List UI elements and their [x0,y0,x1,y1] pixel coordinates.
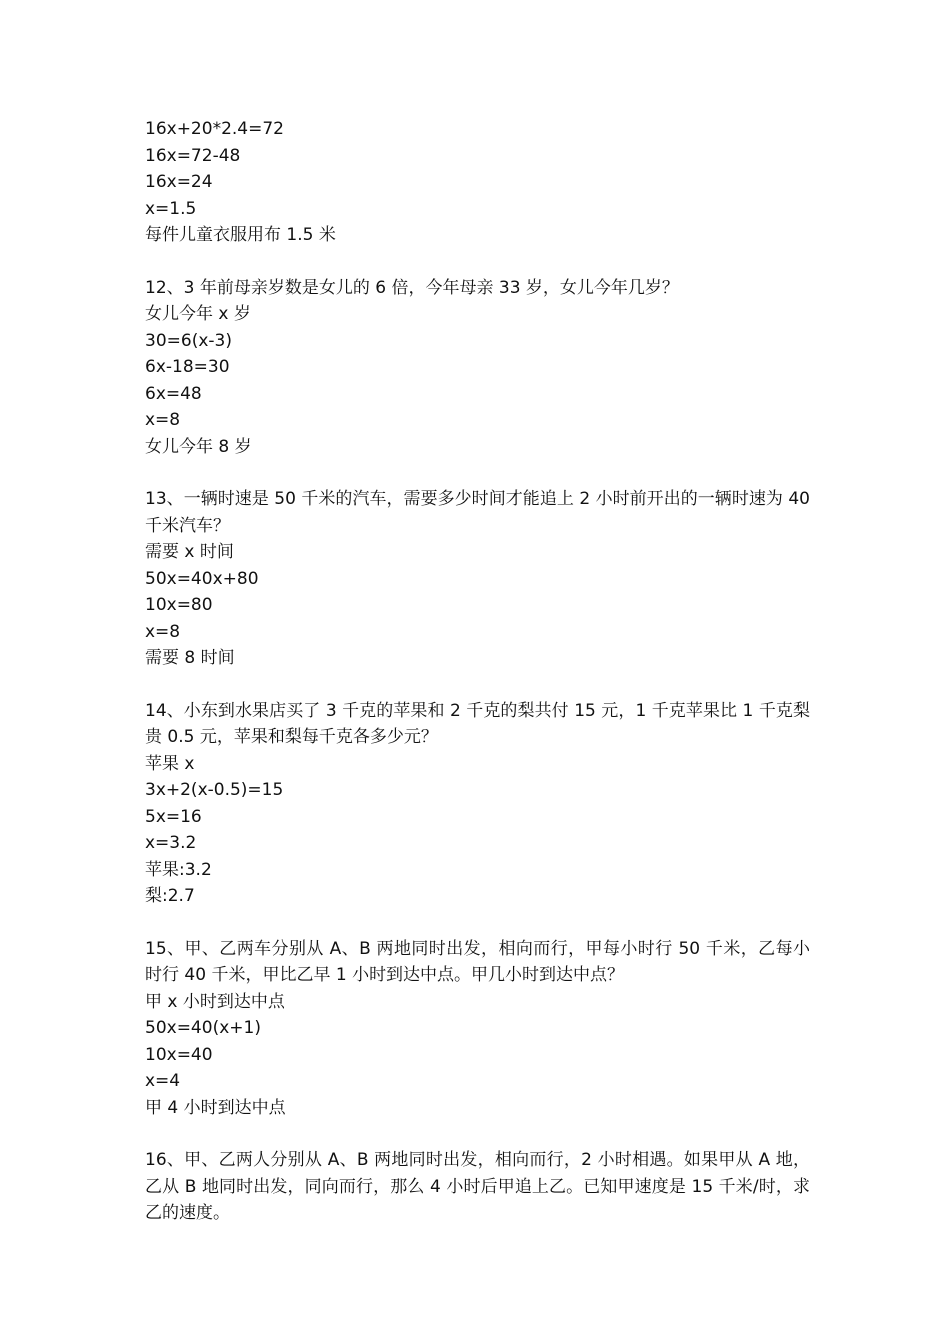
solution-line: x=8 [145,621,181,642]
solution-answer: 每件儿童衣服用布 1.5 米 [145,225,336,245]
solution-line: x=3.2 [145,833,197,853]
solution-line: x=8 [145,410,181,430]
solution-line: 30=6(x-3) [145,330,232,351]
solution-line: 50x=40(x+1) [145,1018,261,1038]
problem-block-12 [145,275,810,461]
solution-block-11 [145,116,810,249]
document-content [145,116,810,1253]
problem-block-13 [145,486,810,672]
problem-question: 13、一辆时速是 50 千米的汽车，需要多少时间才能追上 2 小时前开出的一辆时速为 40 千米汽车？ [145,489,810,536]
solution-line: 16x=72-48 [145,145,241,166]
solution-line: 女儿今年 x 岁 [145,304,251,324]
solution-line: 5x=16 [145,806,202,827]
problem-question: 15、甲、乙两车分别从 A、B 两地同时出发，相向而行，甲每小时行 50 千米，乙每小时行 40 千米，甲比乙早 1 小时到达中点。甲几小时到达中点？ [145,938,810,985]
solution-line: 6x-18=30 [145,357,230,377]
problem-block-16 [145,1147,810,1227]
problem-question: 12、3 年前母亲岁数是女儿的 6 倍，今年母亲 33 岁，女儿今年几岁？ [145,277,679,298]
solution-answer: 苹果:3.2 [145,859,212,880]
problem-block-14 [145,698,810,910]
solution-line: 3x+2(x-0.5)=15 [145,780,284,800]
solution-line: 50x=40x+80 [145,568,259,589]
solution-line: 需要 x 时间 [145,542,234,562]
solution-line: 苹果 x [145,753,195,774]
solution-line: x=1.5 [145,198,197,219]
solution-answer: 需要 8 时间 [145,648,235,668]
solution-line: 10x=40 [145,1044,213,1065]
problem-block-15 [145,936,810,1122]
solution-line: 6x=48 [145,383,202,404]
solution-line: 甲 x 小时到达中点 [145,991,285,1012]
solution-answer: 甲 4 小时到达中点 [145,1097,286,1118]
solution-line: 10x=80 [145,595,213,615]
problem-question: 14、小东到水果店买了 3 千克的苹果和 2 千克的梨共付 15 元，1 千克苹果比 1 千克梨贵 0.5 元，苹果和梨每千克各多少元？ [145,700,810,747]
solution-answer: 梨:2.7 [145,886,195,906]
solution-line: x=4 [145,1071,181,1091]
solution-line: 16x=24 [145,172,213,192]
solution-line: 16x+20*2.4=72 [145,119,284,139]
solution-answer: 女儿今年 8 岁 [145,436,252,457]
problem-question: 16、甲、乙两人分别从 A、B 两地同时出发，相向而行，2 小时相遇。如果甲从 A 地，乙从 B 地同时出发，同向而行，那么 4 小时后甲追上乙。已知甲速度是 15 千米/时，求乙的速度。 [145,1150,810,1223]
